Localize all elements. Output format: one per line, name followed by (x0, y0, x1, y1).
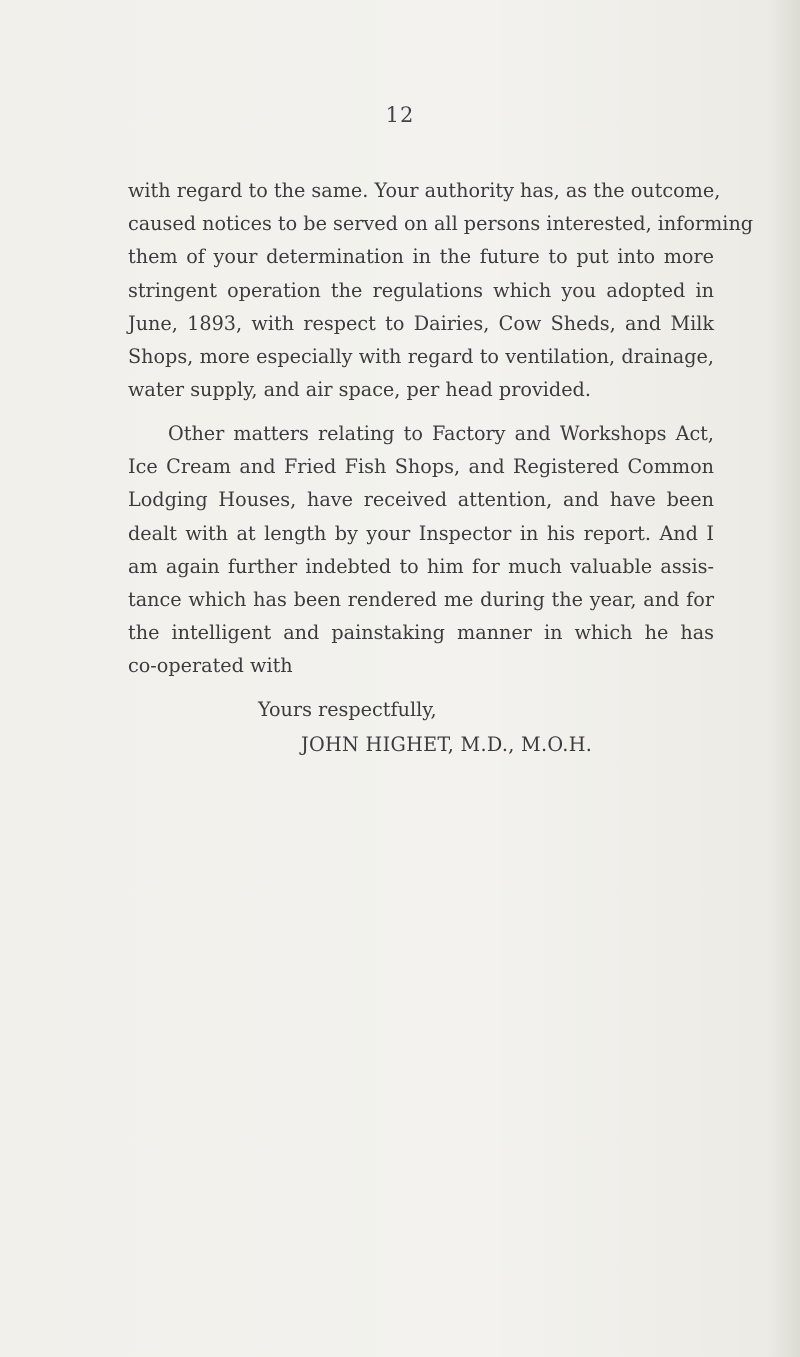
signature: JOHN HIGHET, M.D., M.O.H. (301, 733, 593, 756)
text-line: them of your determination in the future to put into more (128, 245, 714, 268)
text-line: with regard to the same. Your authority has, as the outcome, (128, 179, 721, 202)
closing-salutation: Yours respectfully, (258, 698, 437, 721)
text-line: Shops, more especially with regard to ventilation, drainage, (128, 345, 714, 368)
text-line: dealt with at length by your Inspector in his report. And I (128, 522, 714, 545)
text-line: tance which has been rendered me during the year, and for (128, 588, 714, 611)
text-line: the intelligent and painstaking manner in which he has (128, 621, 714, 644)
text-line: co-operated with (128, 654, 293, 677)
page-number: 12 (385, 103, 415, 127)
text-line: stringent operation the regulations which you adopted in (128, 279, 714, 302)
text-line: June, 1893, with respect to Dairies, Cow Sheds, and Milk (128, 312, 714, 335)
text-line: Other matters relating to Factory and Workshops Act, (168, 422, 714, 445)
text-line: am again further indebted to him for much valuable assis- (128, 555, 714, 578)
text-line: water supply, and air space, per head provided. (128, 378, 591, 401)
text-line: caused notices to be served on all persons interested, informing (128, 212, 754, 235)
text-line: Ice Cream and Fried Fish Shops, and Registered Common (128, 455, 714, 478)
text-line: Lodging Houses, have received attention, and have been (128, 488, 714, 511)
